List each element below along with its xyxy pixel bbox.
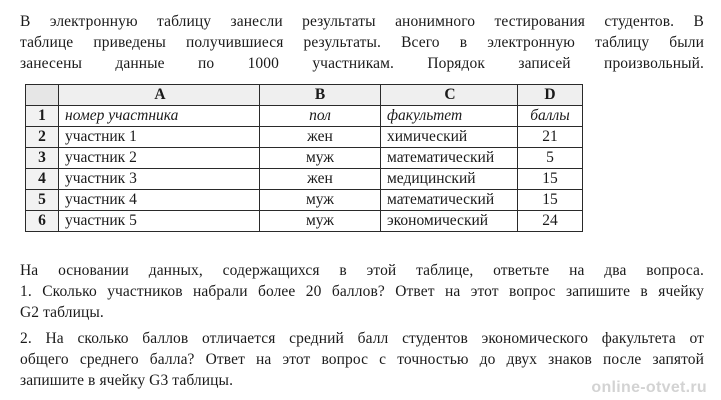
cell-b: муж — [260, 148, 381, 169]
cell-a: номер участника — [59, 106, 260, 127]
row-number: 2 — [26, 127, 59, 148]
cell-c: факультет — [381, 106, 518, 127]
row-number: 6 — [26, 211, 59, 232]
cell-d: баллы — [518, 106, 583, 127]
cell-a: участник 2 — [59, 148, 260, 169]
intro-line: таблице приведены получившиеся результаты. Всего в электронную таблицу были — [20, 34, 704, 51]
row-number: 3 — [26, 148, 59, 169]
question-line: запишите в ячейку G3 таблицы. — [20, 372, 234, 389]
column-header-row — [26, 85, 583, 106]
watermark: online-otvet.ru — [591, 379, 707, 396]
question-line: На основании данных, содержащихся в этой таблице, ответьте на два вопроса. — [20, 262, 704, 279]
cell-b: муж — [260, 211, 381, 232]
cell-b: жен — [260, 127, 381, 148]
column-header-c: C — [381, 85, 518, 106]
intro-line: В электронную таблицу занесли результаты анонимного тестирования студентов. В — [20, 13, 704, 30]
table-row — [26, 106, 583, 127]
column-header-b: B — [260, 85, 381, 106]
question-1-paragraph — [20, 260, 704, 323]
column-header-d: D — [518, 85, 583, 106]
cell-c: экономический — [381, 211, 518, 232]
cell-c: математический — [381, 148, 518, 169]
corner-cell — [26, 85, 59, 106]
table-row — [26, 127, 583, 148]
question-line: 1. Сколько участников набрали более 20 баллов? Ответ на этот вопрос запишите в ячейку — [20, 283, 704, 300]
cell-c: математический — [381, 190, 518, 211]
row-number: 4 — [26, 169, 59, 190]
cell-d: 24 — [518, 211, 583, 232]
table-row — [26, 169, 583, 190]
row-number: 5 — [26, 190, 59, 211]
cell-c: медицинский — [381, 169, 518, 190]
question-line: 2. На сколько баллов отличается средний балл студентов экономического факультета от — [20, 330, 704, 347]
cell-a: участник 1 — [59, 127, 260, 148]
cell-d: 5 — [518, 148, 583, 169]
cell-d: 21 — [518, 127, 583, 148]
cell-d: 15 — [518, 169, 583, 190]
cell-b: жен — [260, 169, 381, 190]
cell-a: участник 3 — [59, 169, 260, 190]
table-row — [26, 148, 583, 169]
question-line: G2 таблицы. — [20, 304, 104, 321]
cell-c: химический — [381, 127, 518, 148]
spreadsheet-table — [25, 84, 583, 232]
cell-d: 15 — [518, 190, 583, 211]
row-number: 1 — [26, 106, 59, 127]
cell-b: пол — [260, 106, 381, 127]
cell-a: участник 5 — [59, 211, 260, 232]
intro-line: занесены данные по 1000 участникам. Порядок записей произвольный. — [20, 55, 704, 72]
question-line: общего среднего балла? Ответ на этот вопрос с точностью до двух знаков после запятой — [20, 351, 704, 368]
cell-a: участник 4 — [59, 190, 260, 211]
cell-b: муж — [260, 190, 381, 211]
table-row — [26, 190, 583, 211]
intro-paragraph — [20, 11, 704, 74]
table-row — [26, 211, 583, 232]
column-header-a: A — [59, 85, 260, 106]
